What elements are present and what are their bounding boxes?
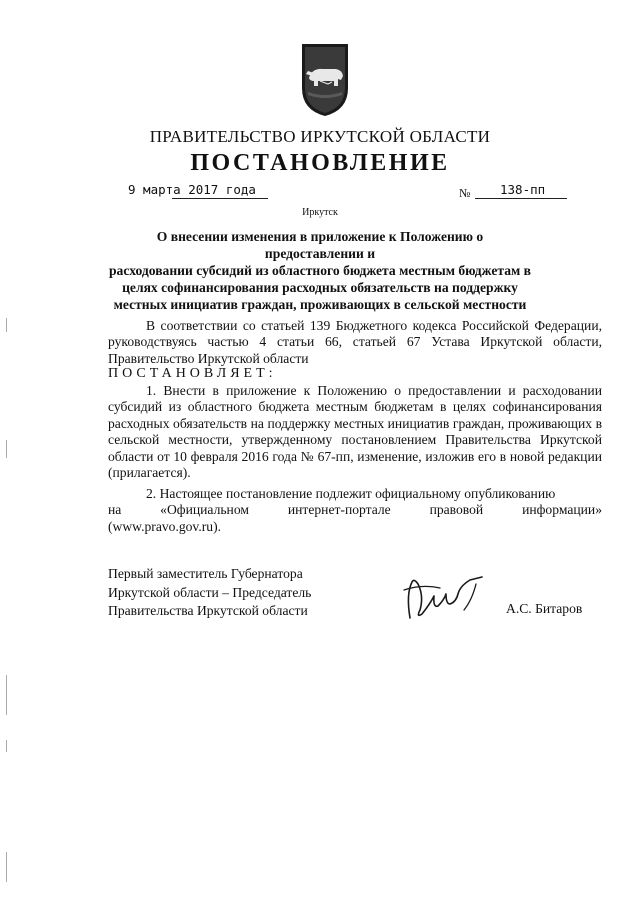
document-date: 9 марта 2017 года	[128, 182, 256, 197]
signer-name: А.С. Битаров	[506, 601, 583, 616]
clause-2-line: 2. Настоящее постановление подлежит официальному опубликованию	[146, 486, 556, 501]
clause-2-line: на «Официальном интернет-портале правовой информации»	[108, 502, 602, 518]
number-label: №	[459, 186, 471, 200]
document-subject-title	[108, 228, 532, 313]
city-name: Иркутск	[302, 207, 338, 218]
clause-1-paragraph: 1. Внести в приложение к Положению о предоставлении и расходовании субсидий из областного бюджета местным бюджетам в целях софинансирования расходных обязательств на поддержку местных инициатив граждан, проживающих в сельской местности, утвержденному постановлением Правительства Иркутской области от 10 февраля 2016 года № 67-пп, изменение, изложив его в новой редакции (прилагается).	[108, 383, 602, 481]
document-number: 138-пп	[500, 182, 546, 197]
scan-artifact	[6, 740, 7, 752]
signatory-position-line: Иркутской области – Председатель	[108, 584, 312, 600]
decree-word: ПОСТАНОВЛЯЕТ:	[108, 366, 277, 381]
number-underline	[475, 198, 567, 199]
coat-of-arms-icon	[296, 40, 354, 118]
clause-2-paragraph	[108, 486, 602, 535]
subject-title-line: О внесении изменения в приложение к Положению о предоставлении и	[156, 229, 484, 261]
subject-title-line: целях софинансирования расходных обязательств на поддержку	[122, 280, 518, 295]
subject-title-line: местных инициатив граждан, проживающих в сельской местности	[113, 297, 527, 312]
government-name: ПРАВИТЕЛЬСТВО ИРКУТСКОЙ ОБЛАСТИ	[149, 127, 491, 146]
scan-artifact	[6, 440, 7, 458]
official-portal-url: (www.pravo.gov.ru).	[108, 518, 221, 534]
scan-artifact	[6, 852, 7, 882]
preamble-paragraph: В соответствии со статьей 139 Бюджетного кодекса Российской Федерации, руководствуясь частью 4 статьи 66, статьей 67 Устава Иркутской области, Правительство Иркутской области	[108, 318, 602, 366]
scan-artifact	[6, 675, 7, 715]
signatory-position-line: Первый заместитель Губернатора	[108, 566, 303, 581]
signatory-position-line: Правительства Иркутской области	[108, 603, 308, 618]
handwritten-signature-icon	[400, 574, 486, 626]
scan-artifact	[6, 318, 7, 332]
signatory-position	[108, 565, 311, 621]
date-underline	[172, 198, 268, 199]
document-type-title: ПОСТАНОВЛЕНИЕ	[190, 150, 450, 176]
subject-title-line: расходовании субсидий из областного бюджета местным бюджетам в	[108, 263, 532, 278]
